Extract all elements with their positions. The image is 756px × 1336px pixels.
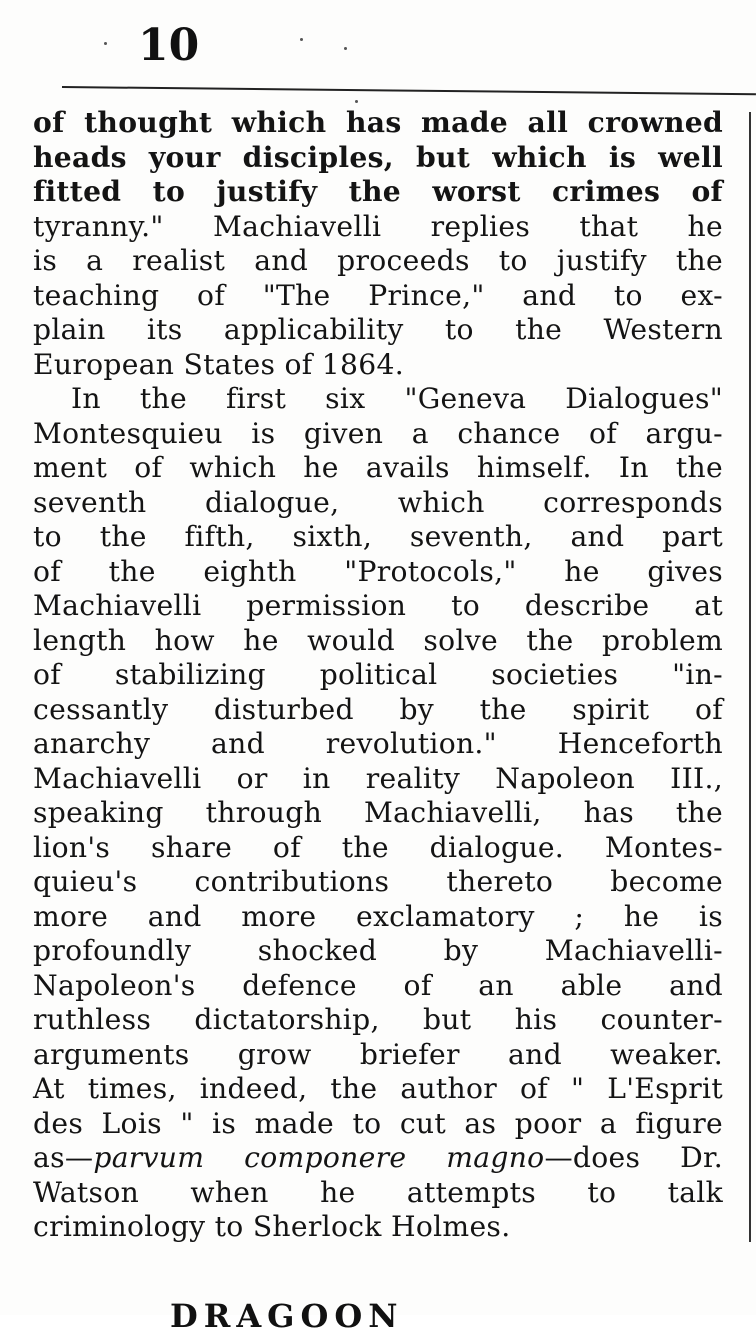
next-article-heading-fragment: DRAGOON	[170, 1297, 404, 1335]
text-fragment: —does Dr.	[544, 1141, 723, 1174]
text-line: Napoleon's defence of an able and	[33, 968, 723, 1002]
text-line: des Lois " is made to cut as poor a figure	[33, 1106, 723, 1140]
text-line: is a realist and proceeds to justify the	[33, 244, 723, 277]
text-line: tyranny." Machiavelli replies that he	[33, 209, 723, 243]
text-line: European States of 1864.	[33, 347, 404, 381]
text-line: In the first six "Geneva Dialogues"	[71, 382, 723, 415]
text-line: At times, indeed, the author of " L'Esprit	[33, 1072, 723, 1105]
text-line: lion's share of the dialogue. Montes-	[33, 830, 723, 864]
text-line: speaking through Machiavelli, has the	[33, 796, 723, 829]
text-line: criminology to Sherlock Holmes.	[33, 1210, 511, 1243]
text-line: cessantly disturbed by the spirit of	[33, 692, 723, 726]
latin-phrase: parvum componere magno	[93, 1141, 545, 1174]
text-line: of stabilizing political societies "in-	[33, 658, 723, 691]
text-line: teaching of "The Prince," and to ex-	[33, 278, 723, 312]
page-number: 10	[138, 20, 200, 71]
text-line: Machiavelli or in reality Napoleon III.,	[33, 761, 723, 795]
print-speck	[300, 38, 303, 41]
text-fragment: as—	[33, 1141, 94, 1174]
print-speck	[344, 47, 347, 50]
text-line: seventh dialogue, which corresponds	[33, 485, 723, 519]
text-line: fitted to justify the worst crimes of	[33, 175, 723, 208]
print-speck	[355, 100, 358, 103]
text-line: of the eighth "Protocols," he gives	[33, 554, 723, 588]
text-line: ment of which he avails himself. In the	[33, 451, 723, 484]
text-line: Montesquieu is given a chance of argu-	[33, 416, 723, 450]
text-line: anarchy and revolution." Henceforth	[33, 727, 723, 760]
text-line-latin-phrase	[33, 1141, 723, 1176]
text-line: profoundly shocked by Machiavelli-	[33, 934, 723, 967]
text-line: Watson when he attempts to talk	[33, 1175, 723, 1209]
print-speck	[104, 42, 107, 45]
column-side-rule	[749, 112, 751, 1242]
text-line: arguments grow briefer and weaker.	[33, 1037, 723, 1071]
text-line: Machiavelli permission to describe at	[33, 589, 723, 622]
text-line: length how he would solve the problem	[33, 623, 723, 657]
text-line: of thought which has made all crowned	[33, 106, 723, 139]
article-column	[33, 106, 723, 1245]
text-line: ruthless dictatorship, but his counter-	[33, 1003, 723, 1036]
text-line: to the fifth, sixth, seventh, and part	[33, 520, 723, 553]
text-line: more and more exclamatory ; he is	[33, 899, 723, 933]
text-line: plain its applicability to the Western	[33, 313, 723, 346]
text-line: heads your disciples, but which is well	[33, 140, 723, 174]
text-line: quieu's contributions thereto become	[33, 865, 723, 898]
column-top-rule	[62, 86, 756, 95]
